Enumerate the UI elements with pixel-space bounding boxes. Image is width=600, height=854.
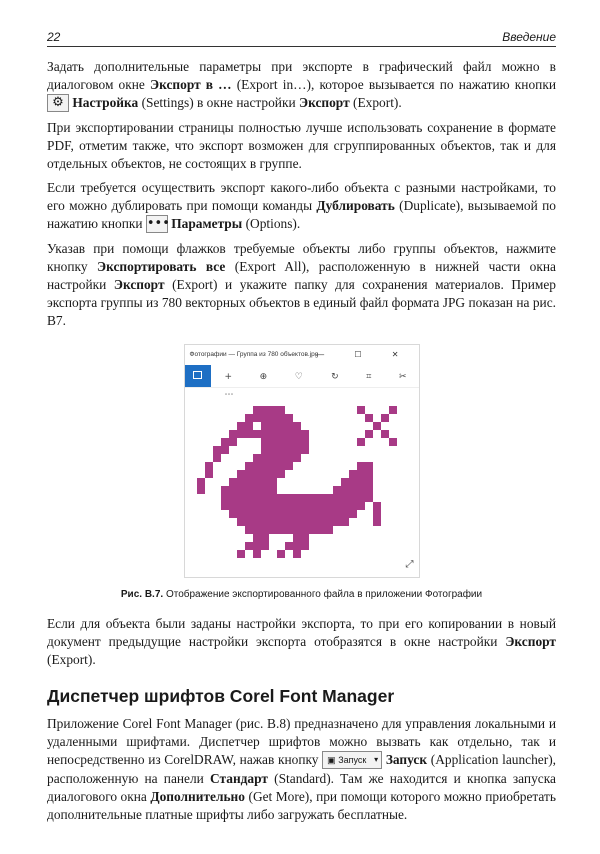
pixel (277, 430, 285, 438)
pixel (301, 494, 309, 502)
options-button[interactable] (146, 215, 168, 233)
pixel (357, 470, 365, 478)
pixel (293, 518, 301, 526)
pixel (317, 518, 325, 526)
pixel (325, 526, 333, 534)
pixel (261, 446, 269, 454)
pixel (317, 526, 325, 534)
pixel (261, 454, 269, 462)
pixel (277, 406, 285, 414)
paragraph-export-settings: Задать дополнительные параметры при экспорте в графический файл можно в диалоговом окне Экспорт в … (Export in…), которое вызывается по нажатию кнопки ⚙ Настройка (Settings) в окне настройки Экспорт (Export). (47, 59, 557, 110)
paragraph-pdf: При экспортировании страницы полностью лучше использовать сохранение в формате PDF, отметим также, что экспорт возможен для сгруппированных объектов, так и для отдельных объектов, не состоящих в группе. (47, 119, 556, 171)
pixel (365, 470, 373, 478)
pixel (221, 446, 229, 454)
pixel (253, 414, 261, 422)
pixel (365, 462, 373, 470)
pixel (301, 446, 309, 454)
pixel (269, 422, 277, 430)
pixel (221, 494, 229, 502)
pixel (245, 414, 253, 422)
pixel (285, 502, 293, 510)
pixel (261, 478, 269, 486)
pixel (293, 494, 301, 502)
paragraph-export-all: Указав при помощи флажков требуемые объекты либо группы объектов, нажмите кнопку Экспортировать все (Export All), расположенную в нижней части окна настройки Экспорт (Export) и укажите папку для сохранения материалов. Пример экспорта группы из 780 векторных объектов в единый файл формата JPG показан на рис. В7. (47, 240, 557, 328)
pixel (349, 486, 357, 494)
pixel (277, 526, 285, 534)
pixel (277, 454, 285, 462)
pixel (325, 518, 333, 526)
pixel (213, 454, 221, 462)
pixel (213, 446, 221, 454)
pixel (285, 414, 293, 422)
pixel (309, 518, 317, 526)
window-controls[interactable]: — ☐ ✕ (316, 349, 413, 359)
pixel (261, 438, 269, 446)
pixel (253, 454, 261, 462)
pixel (237, 470, 245, 478)
pixel (309, 526, 317, 534)
pixel (341, 478, 349, 486)
pixel (205, 462, 213, 470)
window-title: Фотографии — Группа из 780 объектов.jpg (189, 350, 319, 358)
pixel (269, 430, 277, 438)
pixel (261, 534, 269, 542)
pixel (341, 518, 349, 526)
figure-caption: Рис. В.7. Отображение экспортированного файла в приложении Фотографии (120, 588, 483, 600)
pixel (365, 486, 373, 494)
pixel (269, 502, 277, 510)
pixel (237, 430, 245, 438)
pixel (277, 470, 285, 478)
pixel (253, 542, 261, 550)
pixel (277, 446, 285, 454)
pixel (301, 542, 309, 550)
pixel (261, 502, 269, 510)
page-number: 22 (47, 30, 61, 44)
pixel (197, 478, 205, 486)
expand-icon[interactable]: ⤢ (405, 558, 414, 570)
page-body (47, 58, 556, 830)
pixel (365, 478, 373, 486)
section-title: Введение (502, 30, 556, 44)
pixel (269, 470, 277, 478)
pixel (301, 510, 309, 518)
pixel (197, 486, 205, 494)
pixel (229, 494, 237, 502)
pixel (309, 494, 317, 502)
paragraph-font-manager: Приложение Corel Font Manager (рис. В.8) предназначено для управления локальными и удаленными шрифтами. Диспетчер шрифтов можно вызвать как отдельно, так и непосредственно из CorelDRAW, нажав кнопку ▣ Запуск ▾ Запуск (Application launcher), расположенную на панели Стандарт (Standard). Там же находится и кнопка запуска диалогового окна Дополнительно (Get More), при помощи которого можно приобретать дополнительные платные шрифты либо загружать бесплатные. (47, 715, 556, 822)
rooster-pixel-image (185, 388, 419, 576)
pixel (261, 470, 269, 478)
pixel (373, 422, 381, 430)
photos-toolbar (185, 365, 419, 400)
gear-icon: ⚙ (52, 94, 64, 110)
pixel (349, 478, 357, 486)
pixel (293, 534, 301, 542)
pixel (253, 534, 261, 542)
pixel (277, 414, 285, 422)
pixel (285, 422, 293, 430)
pixel (221, 438, 229, 446)
pixel (253, 430, 261, 438)
pixel (261, 510, 269, 518)
paragraph-copy-settings: Если для объекта были заданы настройки экспорта, то при его копировании в новый документ предыдущие настройки экспорта отобразятся в окне настройки Экспорт (Export). (47, 615, 556, 667)
pixel (245, 422, 253, 430)
pixel (357, 486, 365, 494)
pixel (237, 550, 245, 558)
pixel (317, 494, 325, 502)
pixel (325, 510, 333, 518)
pixel (261, 430, 269, 438)
pixel (277, 494, 285, 502)
pixel (245, 462, 253, 470)
pixel (277, 518, 285, 526)
pixel (253, 526, 261, 534)
pixel (285, 510, 293, 518)
pixel (341, 502, 349, 510)
pixel (253, 510, 261, 518)
pixel (229, 478, 237, 486)
pixel (261, 526, 269, 534)
pixel (253, 486, 261, 494)
pixel (253, 462, 261, 470)
pixel (269, 494, 277, 502)
pixel (237, 510, 245, 518)
pixel (285, 526, 293, 534)
pixel (285, 454, 293, 462)
pixel (277, 502, 285, 510)
pixel (293, 446, 301, 454)
pixel (389, 406, 397, 414)
paragraph-duplicate: Если требуется осуществить экспорт какого-либо объекта с разными настройками, то его можно дублировать при помощи команды Дублировать (Duplicate), вызываемой по нажатию кнопки ••• Параметры (Options). (47, 179, 556, 231)
gallery-icon (193, 371, 202, 379)
pixel (349, 502, 357, 510)
pixel (285, 438, 293, 446)
pixel (277, 510, 285, 518)
pixel (245, 494, 253, 502)
pixel (373, 510, 381, 518)
pixel (357, 478, 365, 486)
chevron-down-icon: ▾ (374, 754, 379, 764)
pixel (341, 486, 349, 494)
pixel (333, 510, 341, 518)
pixel (293, 430, 301, 438)
pixel (333, 502, 341, 510)
pixel (325, 502, 333, 510)
pixel (349, 510, 357, 518)
page-header (47, 28, 556, 47)
pixel (277, 422, 285, 430)
pixel (269, 446, 277, 454)
pixel (253, 550, 261, 558)
pixel (301, 502, 309, 510)
pixel (261, 486, 269, 494)
pixel (261, 462, 269, 470)
pixel (237, 478, 245, 486)
pixel (205, 470, 213, 478)
pixel (285, 446, 293, 454)
window-titlebar (185, 345, 419, 365)
pixel (325, 494, 333, 502)
gallery-button[interactable] (185, 365, 211, 387)
pixel (277, 550, 285, 558)
pixel (301, 518, 309, 526)
pixel (221, 502, 229, 510)
pixel (269, 454, 277, 462)
pixel (317, 510, 325, 518)
pixel (389, 438, 397, 446)
pixel (381, 414, 389, 422)
pixel (269, 414, 277, 422)
pixel (309, 502, 317, 510)
pixel (253, 518, 261, 526)
pixel (245, 478, 253, 486)
pixel (245, 526, 253, 534)
pixel (229, 438, 237, 446)
pixel (245, 430, 253, 438)
pixel (293, 454, 301, 462)
pixel (277, 438, 285, 446)
pixel (293, 526, 301, 534)
pixel (357, 494, 365, 502)
pixel (269, 486, 277, 494)
pixel (309, 510, 317, 518)
pixel (285, 462, 293, 470)
pixel (261, 422, 269, 430)
pixel (349, 494, 357, 502)
pixel (333, 494, 341, 502)
pixel (237, 494, 245, 502)
pixel (301, 430, 309, 438)
pixel (293, 550, 301, 558)
pixel (349, 470, 357, 478)
pixel (229, 430, 237, 438)
toolbar-icons[interactable]: + ⊕ ♡ ↻ ⌗ ✂ ⋯ (224, 371, 419, 400)
pixel (381, 430, 389, 438)
pixel (373, 518, 381, 526)
pixel (365, 494, 373, 502)
pixel (269, 526, 277, 534)
pixel (341, 494, 349, 502)
settings-button[interactable] (47, 94, 69, 112)
pixel (269, 406, 277, 414)
pixel (357, 406, 365, 414)
figure-photos-window (184, 344, 420, 578)
launcher-button[interactable]: ▣ Запуск ▾ (322, 751, 382, 769)
pixel (237, 518, 245, 526)
pixel (237, 502, 245, 510)
pixel (357, 502, 365, 510)
pixel (261, 414, 269, 422)
pixel (269, 518, 277, 526)
pixel (261, 518, 269, 526)
pixel (253, 470, 261, 478)
pixel (261, 494, 269, 502)
pixel (373, 502, 381, 510)
pixel (365, 414, 373, 422)
pixel (221, 486, 229, 494)
pixel (301, 438, 309, 446)
pixel (253, 494, 261, 502)
pixel (293, 502, 301, 510)
pixel (269, 438, 277, 446)
pixel (269, 462, 277, 470)
pixel (293, 510, 301, 518)
pixel (277, 462, 285, 470)
pixel (333, 486, 341, 494)
pixel (245, 510, 253, 518)
pixel (245, 502, 253, 510)
pixel (261, 406, 269, 414)
pixel (269, 478, 277, 486)
pixel (301, 526, 309, 534)
pixel (253, 502, 261, 510)
pixel (261, 542, 269, 550)
pixel (293, 422, 301, 430)
section-heading: Диспетчер шрифтов Corel Font Manager (47, 685, 395, 706)
pixel (229, 486, 237, 494)
pixel (253, 478, 261, 486)
pixel (229, 502, 237, 510)
pixel (317, 502, 325, 510)
pixel (237, 422, 245, 430)
pixel (253, 406, 261, 414)
pixel (269, 510, 277, 518)
pixel (285, 518, 293, 526)
pixel (285, 494, 293, 502)
pixel (341, 510, 349, 518)
pixel (293, 438, 301, 446)
pixel (357, 438, 365, 446)
pixel (357, 462, 365, 470)
dots-icon: ••• (146, 215, 170, 231)
pixel (245, 518, 253, 526)
pixel (245, 470, 253, 478)
pixel (237, 486, 245, 494)
pixel (285, 542, 293, 550)
launcher-icon: ▣ (327, 754, 339, 765)
pixel (293, 542, 301, 550)
pixel (229, 510, 237, 518)
pixel (245, 542, 253, 550)
pixel (285, 430, 293, 438)
pixel (301, 534, 309, 542)
pixel (245, 486, 253, 494)
pixel (333, 518, 341, 526)
pixel (365, 430, 373, 438)
